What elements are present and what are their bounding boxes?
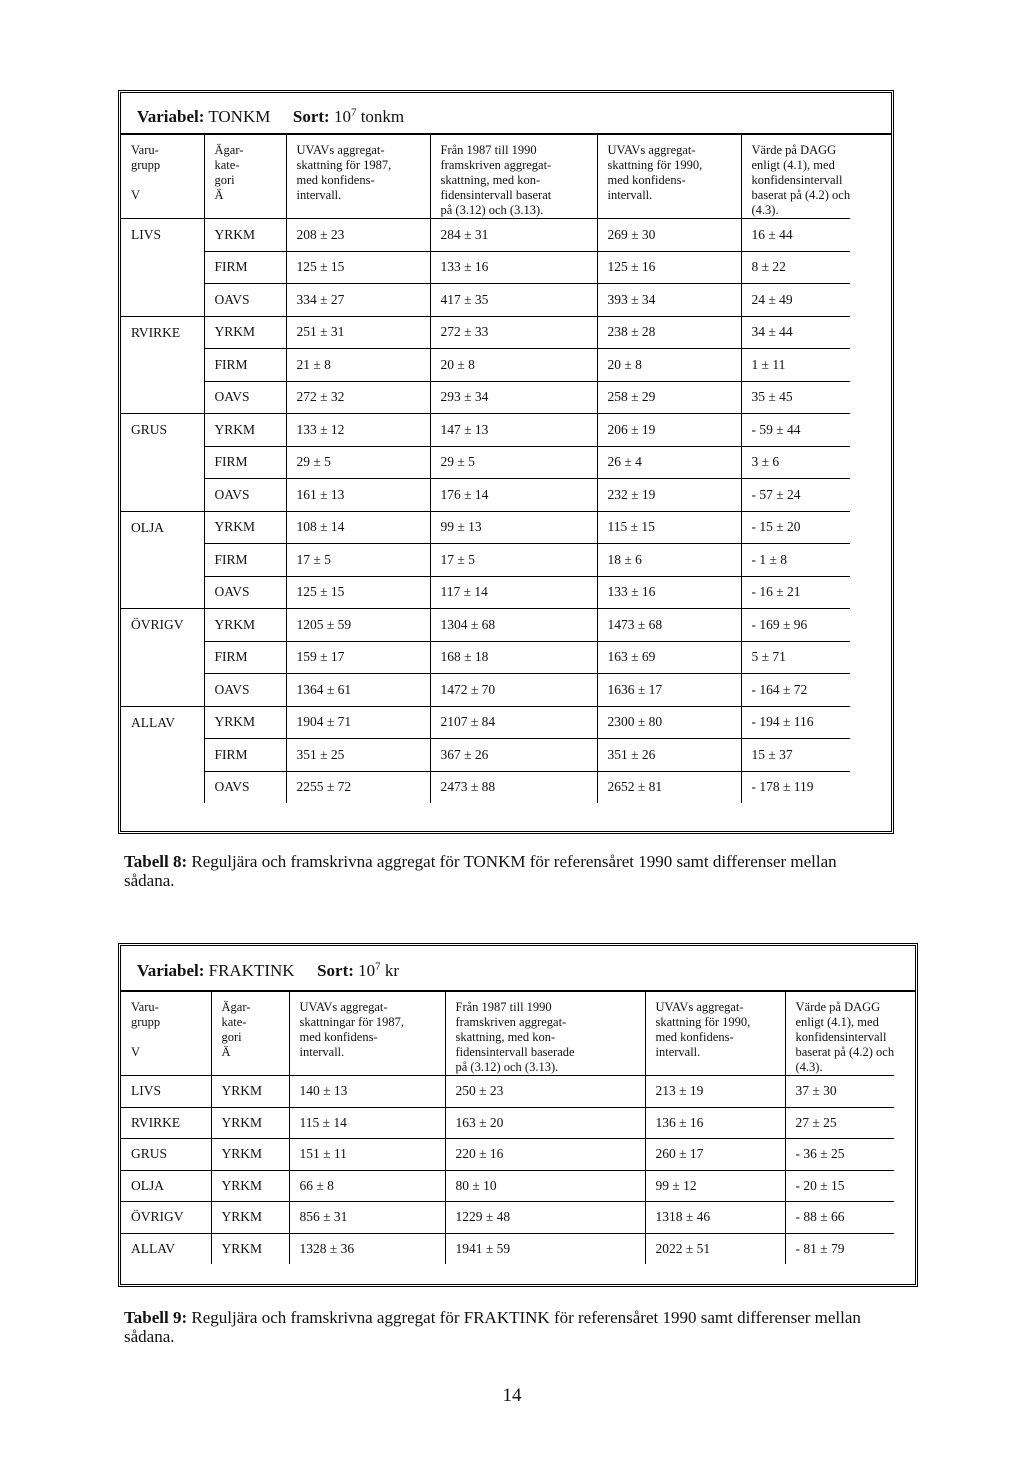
cell-estimate-1990: 1318 ± 46 (645, 1202, 785, 1234)
cell-dagg-value: - 15 ± 20 (741, 511, 850, 544)
column-header-projected-1990: Från 1987 till 1990 framskriven aggregat- skattning, med kon- fidensintervall baserade på (3.12) och (3.13). (445, 992, 645, 1076)
table-row (121, 544, 850, 577)
cell-projected-1990: 293 ± 34 (430, 381, 597, 414)
cell-dagg-value: - 178 ± 119 (741, 771, 850, 803)
cell-owner: YRKM (204, 316, 286, 349)
cell-estimate-1987: 21 ± 8 (286, 349, 430, 382)
cell-estimate-1990: 136 ± 16 (645, 1107, 785, 1139)
cell-projected-1990: 99 ± 13 (430, 511, 597, 544)
cell-group (121, 544, 204, 577)
table-title-bar (121, 93, 891, 135)
header-row (121, 135, 850, 219)
sort-label: Sort: (317, 961, 354, 980)
table-row (121, 446, 850, 479)
cell-dagg-value: 8 ± 22 (741, 251, 850, 284)
column-header-owner: Ägar- kate- gori Ä (204, 135, 286, 219)
cell-projected-1990: 29 ± 5 (430, 446, 597, 479)
cell-dagg-value: - 169 ± 96 (741, 609, 850, 642)
cell-estimate-1987: 125 ± 15 (286, 251, 430, 284)
cell-owner: YRKM (204, 511, 286, 544)
cell-projected-1990: 1229 ± 48 (445, 1202, 645, 1234)
table-row (121, 674, 850, 707)
cell-estimate-1990: 163 ± 69 (597, 641, 741, 674)
cell-group (121, 349, 204, 382)
column-header-estimate-1987: UVAVs aggregat- skattningar för 1987, med konfidens- intervall. (289, 992, 445, 1076)
table-row (121, 251, 850, 284)
cell-dagg-value: 37 ± 30 (785, 1076, 894, 1108)
cell-estimate-1990: 351 ± 26 (597, 739, 741, 772)
caption-label: Tabell 9: (124, 1308, 188, 1327)
table-row (121, 641, 850, 674)
table-row (121, 1139, 894, 1171)
cell-estimate-1990: 213 ± 19 (645, 1076, 785, 1108)
column-header-estimate-1987: UVAVs aggregat- skattning för 1987, med konfidens- intervall. (286, 135, 430, 219)
cell-group: GRUS (121, 414, 204, 447)
cell-projected-1990: 117 ± 14 (430, 576, 597, 609)
cell-estimate-1987: 1364 ± 61 (286, 674, 430, 707)
cell-projected-1990: 147 ± 13 (430, 414, 597, 447)
cell-dagg-value: 16 ± 44 (741, 219, 850, 252)
table-tonkm (118, 90, 894, 834)
cell-owner: FIRM (204, 349, 286, 382)
cell-owner: FIRM (204, 739, 286, 772)
cell-dagg-value: 5 ± 71 (741, 641, 850, 674)
cell-owner: YRKM (211, 1107, 289, 1139)
cell-estimate-1990: 258 ± 29 (597, 381, 741, 414)
cell-estimate-1987: 17 ± 5 (286, 544, 430, 577)
cell-projected-1990: 163 ± 20 (445, 1107, 645, 1139)
cell-dagg-value: 27 ± 25 (785, 1107, 894, 1139)
cell-estimate-1987: 108 ± 14 (286, 511, 430, 544)
cell-owner: FIRM (204, 446, 286, 479)
cell-group: ÖVRIGV (121, 1202, 211, 1234)
table-row (121, 576, 850, 609)
caption-label: Tabell 8: (124, 852, 188, 871)
cell-projected-1990: 20 ± 8 (430, 349, 597, 382)
cell-group: OLJA (121, 1170, 211, 1202)
cell-estimate-1990: 125 ± 16 (597, 251, 741, 284)
cell-group (121, 739, 204, 772)
cell-owner: YRKM (211, 1170, 289, 1202)
cell-dagg-value: 3 ± 6 (741, 446, 850, 479)
cell-estimate-1990: 20 ± 8 (597, 349, 741, 382)
cell-estimate-1990: 1473 ± 68 (597, 609, 741, 642)
cell-estimate-1990: 238 ± 28 (597, 316, 741, 349)
cell-owner: OAVS (204, 771, 286, 803)
table-row (121, 479, 850, 512)
cell-projected-1990: 1472 ± 70 (430, 674, 597, 707)
variable-label: Variabel: (137, 107, 205, 126)
table-row (121, 316, 850, 349)
cell-dagg-value: - 88 ± 66 (785, 1202, 894, 1234)
data-table (121, 135, 850, 803)
cell-group: LIVS (121, 219, 204, 252)
cell-estimate-1987: 272 ± 32 (286, 381, 430, 414)
cell-estimate-1990: 26 ± 4 (597, 446, 741, 479)
cell-estimate-1990: 2022 ± 51 (645, 1233, 785, 1264)
cell-projected-1990: 1304 ± 68 (430, 609, 597, 642)
table-row (121, 511, 850, 544)
cell-dagg-value: - 16 ± 21 (741, 576, 850, 609)
cell-group (121, 771, 204, 803)
cell-estimate-1990: 18 ± 6 (597, 544, 741, 577)
cell-owner: YRKM (204, 609, 286, 642)
cell-owner: OAVS (204, 576, 286, 609)
cell-projected-1990: 284 ± 31 (430, 219, 597, 252)
table-row (121, 219, 850, 252)
cell-estimate-1987: 140 ± 13 (289, 1076, 445, 1108)
cell-estimate-1987: 2255 ± 72 (286, 771, 430, 803)
cell-estimate-1987: 251 ± 31 (286, 316, 430, 349)
cell-projected-1990: 417 ± 35 (430, 284, 597, 317)
cell-owner: YRKM (204, 219, 286, 252)
cell-dagg-value: - 20 ± 15 (785, 1170, 894, 1202)
cell-projected-1990: 80 ± 10 (445, 1170, 645, 1202)
sort-unit: tonkm (360, 107, 405, 126)
sort-exponent: 7 (375, 960, 381, 973)
data-table (121, 992, 894, 1264)
cell-dagg-value: 24 ± 49 (741, 284, 850, 317)
cell-owner: OAVS (204, 479, 286, 512)
cell-projected-1990: 133 ± 16 (430, 251, 597, 284)
cell-group (121, 674, 204, 707)
cell-owner: FIRM (204, 544, 286, 577)
cell-estimate-1987: 1205 ± 59 (286, 609, 430, 642)
table-caption (124, 1308, 884, 1346)
variable-value: TONKM (208, 107, 271, 126)
cell-projected-1990: 1941 ± 59 (445, 1233, 645, 1264)
cell-projected-1990: 367 ± 26 (430, 739, 597, 772)
cell-group: ALLAV (121, 1233, 211, 1264)
cell-owner: OAVS (204, 284, 286, 317)
table-row (121, 1107, 894, 1139)
table-row (121, 706, 850, 739)
cell-dagg-value: 1 ± 11 (741, 349, 850, 382)
table-row (121, 284, 850, 317)
cell-projected-1990: 176 ± 14 (430, 479, 597, 512)
cell-dagg-value: 35 ± 45 (741, 381, 850, 414)
column-header-group: Varu- grupp V (121, 135, 204, 219)
cell-group (121, 251, 204, 284)
cell-estimate-1987: 351 ± 25 (286, 739, 430, 772)
cell-owner: YRKM (211, 1202, 289, 1234)
cell-dagg-value: - 194 ± 116 (741, 706, 850, 739)
table-row (121, 739, 850, 772)
table-row (121, 349, 850, 382)
cell-estimate-1990: 232 ± 19 (597, 479, 741, 512)
column-header-estimate-1990: UVAVs aggregat- skattning för 1990, med konfidens- intervall. (597, 135, 741, 219)
cell-estimate-1990: 115 ± 15 (597, 511, 741, 544)
cell-estimate-1987: 125 ± 15 (286, 576, 430, 609)
cell-estimate-1987: 161 ± 13 (286, 479, 430, 512)
cell-estimate-1990: 206 ± 19 (597, 414, 741, 447)
cell-group: GRUS (121, 1139, 211, 1171)
sort-label: Sort: (292, 107, 330, 126)
cell-group: OLJA (121, 511, 204, 544)
column-header-dagg-value: Värde på DAGG enligt (4.1), med konfidensintervall baserat på (4.2) och (4.3). (741, 135, 850, 219)
cell-estimate-1990: 1636 ± 17 (597, 674, 741, 707)
cell-dagg-value: - 57 ± 24 (741, 479, 850, 512)
column-header-dagg-value: Värde på DAGG enligt (4.1), med konfidensintervall baserat på (4.2) och (4.3). (785, 992, 894, 1076)
cell-projected-1990: 220 ± 16 (445, 1139, 645, 1171)
cell-estimate-1990: 99 ± 12 (645, 1170, 785, 1202)
cell-owner: YRKM (211, 1076, 289, 1108)
cell-owner: YRKM (204, 414, 286, 447)
cell-group: ÖVRIGV (121, 609, 204, 642)
cell-estimate-1987: 159 ± 17 (286, 641, 430, 674)
cell-estimate-1987: 115 ± 14 (289, 1107, 445, 1139)
table-row (121, 1076, 894, 1108)
cell-owner: FIRM (204, 251, 286, 284)
cell-dagg-value: - 164 ± 72 (741, 674, 850, 707)
cell-estimate-1987: 334 ± 27 (286, 284, 430, 317)
cell-group (121, 284, 204, 317)
cell-projected-1990: 250 ± 23 (445, 1076, 645, 1108)
cell-dagg-value: - 59 ± 44 (741, 414, 850, 447)
cell-group: RVIRKE (121, 316, 204, 349)
cell-group (121, 381, 204, 414)
table-row (121, 1233, 894, 1264)
cell-projected-1990: 272 ± 33 (430, 316, 597, 349)
sort-value: 10 (333, 107, 351, 126)
cell-group (121, 641, 204, 674)
column-header-projected-1990: Från 1987 till 1990 framskriven aggregat- skattning, med kon- fidensintervall baserat på (3.12) och (3.13). (430, 135, 597, 219)
table-row (121, 771, 850, 803)
caption-text: Reguljära och framskrivna aggregat för TONKM för referensåret 1990 samt differenser mellan sådana. (124, 852, 837, 890)
cell-projected-1990: 17 ± 5 (430, 544, 597, 577)
cell-estimate-1987: 856 ± 31 (289, 1202, 445, 1234)
table-row (121, 1170, 894, 1202)
cell-owner: FIRM (204, 641, 286, 674)
table-row (121, 1202, 894, 1234)
table-row (121, 414, 850, 447)
table-title-bar (121, 946, 915, 992)
cell-estimate-1987: 29 ± 5 (286, 446, 430, 479)
cell-estimate-1990: 133 ± 16 (597, 576, 741, 609)
header-row (121, 992, 894, 1076)
cell-group (121, 479, 204, 512)
table-fraktink (118, 943, 918, 1287)
cell-owner: OAVS (204, 674, 286, 707)
column-header-owner: Ägar- kate- gori Ä (211, 992, 289, 1076)
table-row (121, 381, 850, 414)
column-header-group: Varu- grupp V (121, 992, 211, 1076)
cell-estimate-1990: 260 ± 17 (645, 1139, 785, 1171)
cell-estimate-1987: 133 ± 12 (286, 414, 430, 447)
variable-value: FRAKTINK (208, 961, 295, 980)
cell-dagg-value: - 81 ± 79 (785, 1233, 894, 1264)
cell-group: LIVS (121, 1076, 211, 1108)
cell-estimate-1990: 2652 ± 81 (597, 771, 741, 803)
cell-estimate-1990: 2300 ± 80 (597, 706, 741, 739)
cell-owner: YRKM (211, 1233, 289, 1264)
cell-group: RVIRKE (121, 1107, 211, 1139)
cell-group (121, 446, 204, 479)
table-caption (124, 852, 884, 890)
cell-group (121, 576, 204, 609)
cell-projected-1990: 2473 ± 88 (430, 771, 597, 803)
sort-value: 10 (358, 961, 376, 980)
cell-estimate-1987: 1328 ± 36 (289, 1233, 445, 1264)
table-row (121, 609, 850, 642)
cell-owner: OAVS (204, 381, 286, 414)
cell-estimate-1987: 151 ± 11 (289, 1139, 445, 1171)
variable-label: Variabel: (137, 961, 205, 980)
column-header-estimate-1990: UVAVs aggregat- skattning för 1990, med konfidens- intervall. (645, 992, 785, 1076)
page-number: 14 (502, 1385, 522, 1406)
cell-dagg-value: - 36 ± 25 (785, 1139, 894, 1171)
cell-estimate-1990: 393 ± 34 (597, 284, 741, 317)
cell-projected-1990: 2107 ± 84 (430, 706, 597, 739)
sort-unit: kr (384, 961, 400, 980)
cell-dagg-value: - 1 ± 8 (741, 544, 850, 577)
cell-estimate-1987: 1904 ± 71 (286, 706, 430, 739)
cell-owner: YRKM (211, 1139, 289, 1171)
cell-estimate-1987: 66 ± 8 (289, 1170, 445, 1202)
cell-projected-1990: 168 ± 18 (430, 641, 597, 674)
cell-estimate-1990: 269 ± 30 (597, 219, 741, 252)
cell-owner: YRKM (204, 706, 286, 739)
cell-estimate-1987: 208 ± 23 (286, 219, 430, 252)
cell-group: ALLAV (121, 706, 204, 739)
sort-exponent: 7 (350, 106, 357, 119)
caption-text: Reguljära och framskrivna aggregat för FRAKTINK för referensåret 1990 samt differenser mellan sådana. (124, 1308, 861, 1346)
cell-dagg-value: 15 ± 37 (741, 739, 850, 772)
cell-dagg-value: 34 ± 44 (741, 316, 850, 349)
